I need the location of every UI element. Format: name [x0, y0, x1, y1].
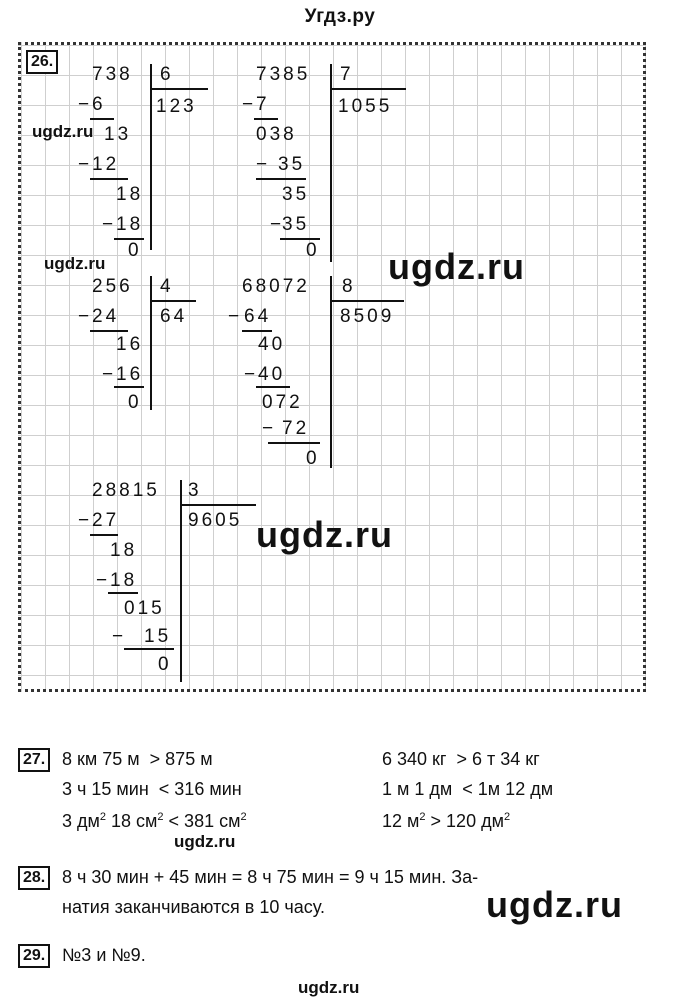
remainder: 40	[258, 334, 286, 355]
minus-sign: −	[96, 570, 111, 591]
subtrahend: 72	[282, 418, 310, 439]
subtrahend: 12	[92, 154, 120, 175]
minus-sign: −	[78, 154, 93, 175]
minus-sign: −	[78, 306, 93, 327]
subtrahend: 7	[256, 94, 270, 115]
dividend: 7385	[256, 64, 311, 85]
rule	[256, 386, 290, 388]
quotient: 8509	[340, 306, 395, 327]
remainder: 0	[128, 240, 142, 261]
quotient-line	[150, 300, 196, 302]
subtrahend: 35	[278, 154, 306, 175]
watermark: ugdz.ru	[298, 978, 360, 997]
watermark: ugdz.ru	[486, 884, 623, 925]
rule	[268, 442, 320, 444]
subtrahend: 18	[110, 570, 138, 591]
minus-sign: −	[102, 364, 117, 385]
minus-sign: −	[244, 364, 259, 385]
remainder: 015	[124, 598, 165, 619]
comparison: 8 км 75 м > 875 м	[62, 749, 213, 769]
subtrahend: 16	[116, 364, 144, 385]
dividend: 28815	[92, 480, 160, 501]
minus-sign: −	[242, 94, 257, 115]
site-title: Угдз.ру	[304, 6, 376, 27]
dividend: 256	[92, 276, 133, 297]
remainder: 072	[262, 392, 303, 413]
rule	[114, 386, 144, 388]
watermark: ugdz.ru	[388, 246, 525, 287]
task-26-number: 26.	[26, 50, 58, 74]
rule	[90, 534, 118, 536]
subtrahend: 27	[92, 510, 120, 531]
division-bar	[330, 64, 332, 262]
rule	[90, 118, 114, 120]
divisor: 4	[160, 276, 174, 297]
watermark: ugdz.ru	[44, 254, 106, 273]
remainder: 16	[116, 334, 144, 355]
divisor: 7	[340, 64, 354, 85]
divisor: 3	[188, 480, 202, 501]
watermark: ugdz.ru	[256, 514, 393, 555]
rule	[256, 178, 306, 180]
remainder: 0	[306, 240, 320, 261]
rule	[254, 118, 278, 120]
remainder: 35	[282, 184, 310, 205]
remainder: 18	[110, 540, 138, 561]
task-29-number: 29.	[18, 944, 50, 968]
rule	[90, 178, 128, 180]
quotient: 9605	[188, 510, 243, 531]
divisor: 8	[342, 276, 356, 297]
division-bar	[150, 64, 152, 250]
answer-text: натия заканчиваются в 10 часу.	[62, 897, 325, 917]
minus-sign: −	[256, 154, 271, 175]
quotient-line	[330, 300, 404, 302]
quotient: 1055	[338, 96, 393, 117]
remainder: 038	[256, 124, 297, 145]
minus-sign: −	[78, 510, 93, 531]
task-27-number: 27.	[18, 748, 50, 772]
subtrahend: 18	[116, 214, 144, 235]
remainder: 0	[128, 392, 142, 413]
quotient-line	[180, 504, 256, 506]
dividend: 738	[92, 64, 133, 85]
watermark: ugdz.ru	[32, 122, 94, 141]
division-bar	[180, 480, 182, 682]
remainder: 0	[158, 654, 172, 675]
comparison: 12 $м^2 > 120$ $дм^2$	[382, 811, 511, 831]
remainder: 13	[104, 124, 132, 145]
rule	[90, 330, 128, 332]
rule	[124, 648, 174, 650]
subtrahend: 15	[144, 626, 172, 647]
subtrahend: 40	[258, 364, 286, 385]
subtrahend: 35	[282, 214, 310, 235]
minus-sign: −	[262, 418, 277, 439]
comparison: 6 340 кг > 6 т 34 кг	[382, 749, 540, 769]
remainder: 18	[116, 184, 144, 205]
division-bar	[150, 276, 152, 410]
minus-sign: −	[102, 214, 117, 235]
comparison: 3 ч 15 мин < 316 мин	[62, 779, 242, 799]
minus-sign: −	[228, 306, 243, 327]
answer-text: №3 и №9.	[62, 945, 146, 965]
rule	[242, 330, 272, 332]
subtrahend: 24	[92, 306, 120, 327]
remainder: 0	[306, 448, 320, 469]
quotient-line	[330, 88, 406, 90]
quotient: 123	[156, 96, 197, 117]
rule	[108, 592, 138, 594]
subtrahend: 64	[244, 306, 272, 327]
division-bar	[330, 276, 332, 468]
comparison: 3 $дм^2$ 18 $см^2 < 381$ $см^2$	[62, 811, 247, 831]
dividend: 68072	[242, 276, 310, 297]
quotient: 64	[160, 306, 188, 327]
minus-sign: −	[112, 626, 127, 647]
subtrahend: 6	[92, 94, 106, 115]
minus-sign: −	[270, 214, 285, 235]
quotient-line	[150, 88, 208, 90]
watermark: ugdz.ru	[174, 832, 236, 851]
divisor: 6	[160, 64, 174, 85]
task-28-number: 28.	[18, 866, 50, 890]
answer-text: 8 ч 30 мин + 45 мин = 8 ч 75 мин = 9 ч 15 мин. За-	[62, 867, 479, 887]
comparison: 1 м 1 дм < 1м 12 дм	[382, 779, 554, 799]
minus-sign: −	[78, 94, 93, 115]
